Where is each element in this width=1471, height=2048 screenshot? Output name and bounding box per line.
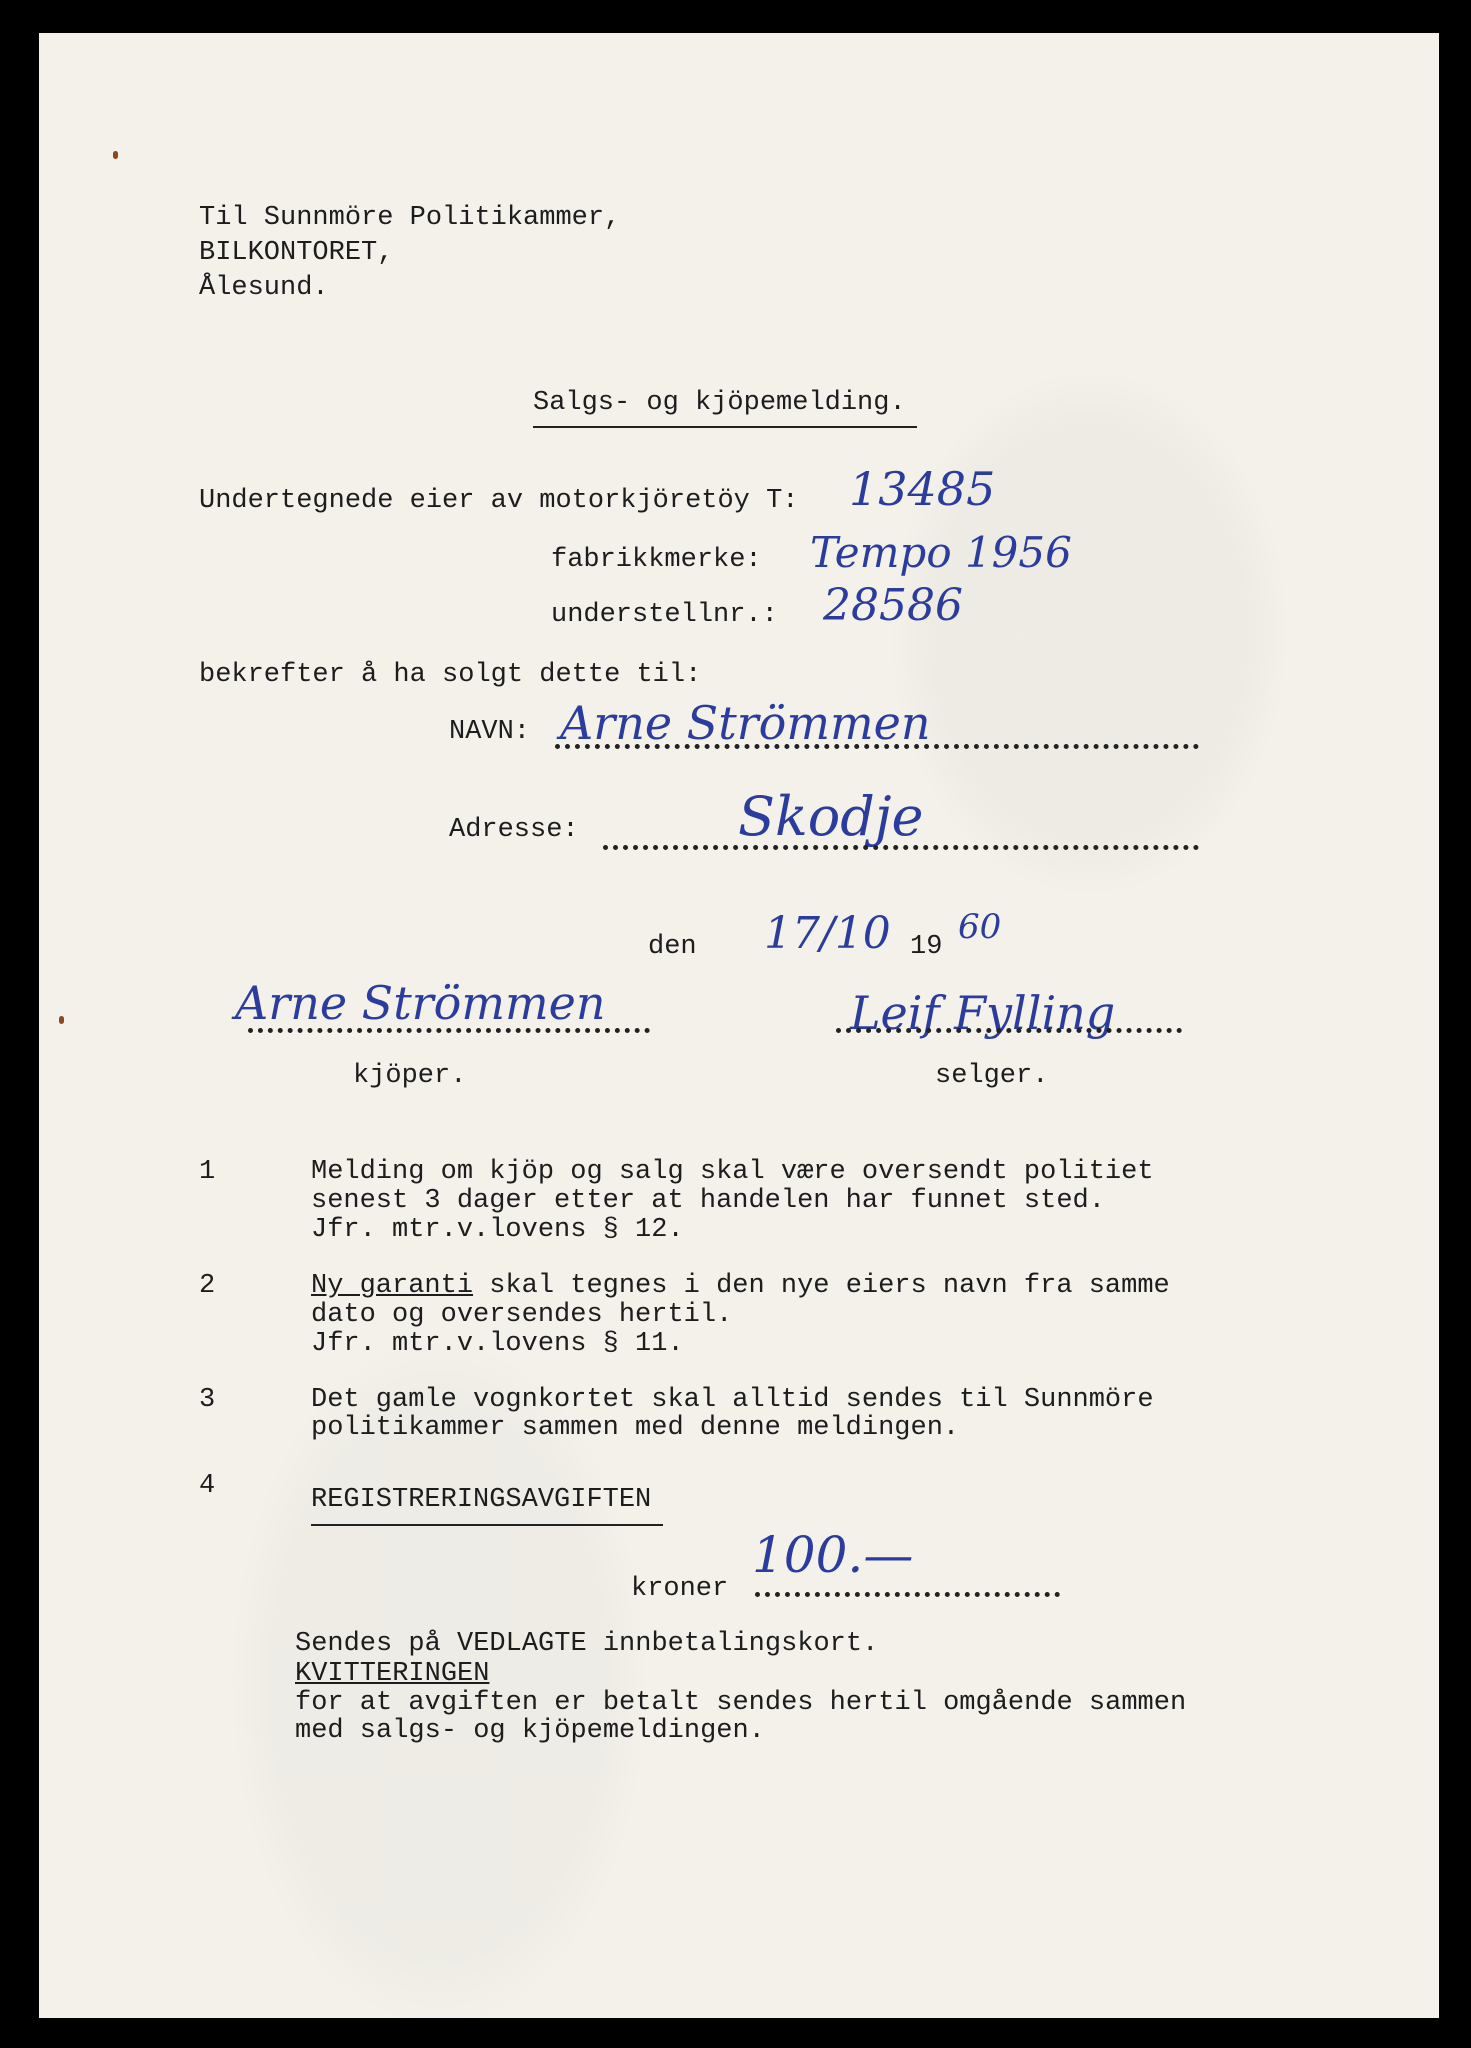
footer-line-1: Sendes på VEDLAGTE innbetalingskort. bbox=[295, 1629, 879, 1659]
chassis-handwritten: 28586 bbox=[823, 580, 963, 631]
address-line-1: Til Sunnmöre Politikammer, bbox=[199, 203, 621, 233]
date-handwritten: 17/10 bbox=[764, 908, 891, 959]
note-4-number: 4 bbox=[199, 1471, 216, 1501]
buyer-signature: Arne Strömmen bbox=[235, 976, 606, 1030]
name-dotted-line bbox=[555, 744, 1199, 749]
note-2-text: skal tegnes i den nye eiers navn fra samme bbox=[473, 1271, 1170, 1301]
note-3-line: politikammer sammen med denne meldingen. bbox=[311, 1413, 960, 1443]
buyer-label: kjöper. bbox=[353, 1061, 467, 1091]
year-century: 19 bbox=[910, 932, 943, 962]
buyer-name-handwritten: Arne Strömmen bbox=[560, 696, 931, 750]
note-4-heading: REGISTRERINGSAVGIFTEN bbox=[311, 1485, 652, 1515]
paper-speck bbox=[113, 151, 118, 159]
buyer-name-label: NAVN: bbox=[449, 717, 531, 747]
note-2-line: Jfr. mtr.v.lovens § 11. bbox=[311, 1329, 684, 1359]
fee-handwritten: 100.— bbox=[752, 1526, 914, 1584]
owner-label: Undertegnede eier av motorkjöretöy T: bbox=[199, 486, 799, 516]
footer-line-3: for at avgiften er betalt sendes hertil omgående sammen bbox=[295, 1688, 1187, 1718]
note-2-number: 2 bbox=[199, 1271, 216, 1301]
note-4-underline bbox=[311, 1524, 663, 1526]
make-label: fabrikkmerke: bbox=[551, 545, 762, 575]
seller-signature-line bbox=[836, 1028, 1182, 1033]
address-dotted-line bbox=[603, 845, 1199, 850]
address-line-3: Ålesund. bbox=[199, 273, 329, 303]
seller-label: selger. bbox=[935, 1061, 1049, 1091]
den-label: den bbox=[648, 932, 697, 962]
note-1-number: 1 bbox=[199, 1157, 216, 1187]
seller-signature: Leif Fylling bbox=[850, 986, 1116, 1040]
note-1-line: Melding om kjöp og salg skal være oversendt politiet bbox=[311, 1157, 1154, 1187]
confirm-label: bekrefter å ha solgt dette til: bbox=[199, 660, 702, 690]
make-handwritten: Tempo 1956 bbox=[810, 528, 1072, 577]
kroner-label: kroner bbox=[631, 1574, 729, 1604]
document-title: Salgs- og kjöpemelding. bbox=[533, 388, 906, 418]
chassis-label: understellnr.: bbox=[551, 600, 778, 630]
fee-dotted-line bbox=[755, 1592, 1060, 1597]
paper-speck bbox=[59, 1016, 64, 1024]
note-1-line: senest 3 dager etter at handelen har funnet sted. bbox=[311, 1186, 1105, 1216]
note-2-underlined: Ny garanti bbox=[311, 1271, 474, 1301]
buyer-signature-line bbox=[248, 1028, 650, 1033]
year-handwritten: 60 bbox=[958, 907, 1002, 947]
registration-handwritten: 13485 bbox=[849, 462, 996, 516]
note-3-number: 3 bbox=[199, 1385, 216, 1415]
note-2-line: dato og oversendes hertil. bbox=[311, 1300, 733, 1330]
address-line-2: BILKONTORET, bbox=[199, 238, 394, 268]
buyer-address-handwritten: Skodje bbox=[738, 785, 924, 848]
footer-line-2: KVITTERINGEN bbox=[295, 1659, 490, 1689]
note-3-line: Det gamle vognkortet skal alltid sendes til Sunnmöre bbox=[311, 1385, 1154, 1415]
footer-line-4: med salgs- og kjöpemeldingen. bbox=[295, 1716, 765, 1746]
note-2-line bbox=[311, 1273, 1170, 1300]
buyer-address-label: Adresse: bbox=[449, 815, 579, 845]
note-1-line: Jfr. mtr.v.lovens § 12. bbox=[311, 1215, 684, 1245]
title-underline bbox=[533, 426, 917, 428]
